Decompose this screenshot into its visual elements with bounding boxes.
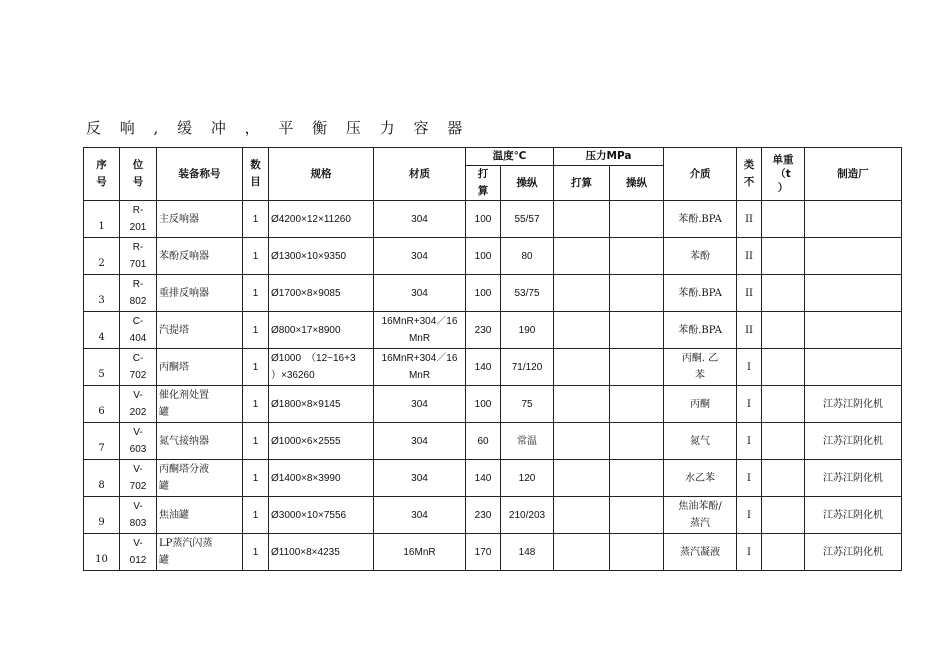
equipment-table: [83, 147, 902, 571]
cell-medium: 苯酚.BPA: [664, 312, 737, 349]
header-temp-design: 打 算: [466, 166, 501, 201]
cell-spec: Ø800×17×8900: [269, 312, 374, 349]
cell-manufacturer: [805, 238, 902, 275]
cell-material: 304: [374, 275, 466, 312]
cell-pressure-design: [554, 534, 610, 571]
cell-material: 304: [374, 497, 466, 534]
cell-temp-design: 100: [466, 201, 501, 238]
cell-pressure-design: [554, 386, 610, 423]
cell-medium: 苯酚.BPA: [664, 201, 737, 238]
cell-unit-weight: [762, 534, 805, 571]
cell-pressure-operating: [610, 238, 664, 275]
cell-seq: 7: [84, 423, 120, 460]
document-title: 反 响 , 缓 冲 ， 平 衡 压 力 容 器: [86, 119, 470, 137]
cell-equipment-name: 丙酮塔: [157, 349, 243, 386]
cell-pressure-design: [554, 349, 610, 386]
header-position: 位 号: [120, 148, 157, 201]
cell-temp-operating: 55/57: [501, 201, 554, 238]
cell-material: 16MnR+304／16 MnR: [374, 349, 466, 386]
table-row: [84, 238, 902, 275]
table-row: [84, 460, 902, 497]
cell-medium: 焦油苯酚/ 蒸汽: [664, 497, 737, 534]
cell-manufacturer: [805, 275, 902, 312]
cell-temp-operating: 71/120: [501, 349, 554, 386]
cell-manufacturer: 江苏江阴化机: [805, 386, 902, 423]
cell-unit-weight: [762, 312, 805, 349]
cell-manufacturer: 江苏江阴化机: [805, 460, 902, 497]
cell-temp-operating: 75: [501, 386, 554, 423]
header-temp-operating: 操纵: [501, 166, 554, 201]
cell-quantity: 1: [243, 460, 269, 497]
cell-temp-design: 100: [466, 386, 501, 423]
cell-pressure-operating: [610, 386, 664, 423]
cell-pressure-design: [554, 497, 610, 534]
cell-quantity: 1: [243, 497, 269, 534]
table-row: [84, 349, 902, 386]
cell-temp-design: 230: [466, 312, 501, 349]
cell-unit-weight: [762, 460, 805, 497]
cell-quantity: 1: [243, 312, 269, 349]
cell-temp-design: 170: [466, 534, 501, 571]
cell-manufacturer: [805, 349, 902, 386]
cell-class: I: [737, 423, 762, 460]
cell-temp-operating: 148: [501, 534, 554, 571]
cell-pressure-design: [554, 312, 610, 349]
cell-quantity: 1: [243, 386, 269, 423]
cell-position: V- 202: [120, 386, 157, 423]
cell-class: I: [737, 460, 762, 497]
cell-spec: Ø1700×8×9085: [269, 275, 374, 312]
cell-equipment-name: 苯酚反响器: [157, 238, 243, 275]
cell-unit-weight: [762, 423, 805, 460]
cell-equipment-name: 重排反响器: [157, 275, 243, 312]
cell-seq: 5: [84, 349, 120, 386]
cell-pressure-design: [554, 423, 610, 460]
cell-material: 304: [374, 238, 466, 275]
cell-seq: 1: [84, 201, 120, 238]
cell-medium: 水乙苯: [664, 460, 737, 497]
cell-medium: 丙酮: [664, 386, 737, 423]
cell-equipment-name: 氮气接纳器: [157, 423, 243, 460]
header-quantity: 数 目: [243, 148, 269, 201]
table-row: [84, 534, 902, 571]
cell-material: 16MnR+304／16 MnR: [374, 312, 466, 349]
cell-pressure-operating: [610, 312, 664, 349]
header-pressure-design: 打算: [554, 166, 610, 201]
cell-spec: Ø1100×8×4235: [269, 534, 374, 571]
cell-pressure-operating: [610, 275, 664, 312]
cell-manufacturer: [805, 312, 902, 349]
header-unit-weight: 单重 （t ）: [762, 148, 805, 201]
cell-seq: 9: [84, 497, 120, 534]
cell-unit-weight: [762, 201, 805, 238]
cell-quantity: 1: [243, 201, 269, 238]
cell-class: II: [737, 201, 762, 238]
table-row: [84, 275, 902, 312]
header-pressure: 压力MPa: [554, 148, 664, 166]
cell-temp-operating: 190: [501, 312, 554, 349]
cell-class: II: [737, 312, 762, 349]
cell-pressure-design: [554, 460, 610, 497]
cell-spec: Ø1400×8×3990: [269, 460, 374, 497]
cell-medium: 氮气: [664, 423, 737, 460]
cell-pressure-design: [554, 201, 610, 238]
cell-spec: Ø4200×12×11260: [269, 201, 374, 238]
cell-pressure-design: [554, 238, 610, 275]
cell-temp-design: 60: [466, 423, 501, 460]
cell-unit-weight: [762, 275, 805, 312]
header-material: 材质: [374, 148, 466, 201]
header-pressure-operating: 操纵: [610, 166, 664, 201]
cell-position: C- 404: [120, 312, 157, 349]
cell-manufacturer: 江苏江阴化机: [805, 423, 902, 460]
cell-class: I: [737, 386, 762, 423]
cell-temp-design: 100: [466, 238, 501, 275]
cell-class: I: [737, 497, 762, 534]
cell-pressure-operating: [610, 349, 664, 386]
cell-temp-design: 140: [466, 349, 501, 386]
table-row: [84, 312, 902, 349]
cell-seq: 8: [84, 460, 120, 497]
cell-pressure-operating: [610, 201, 664, 238]
cell-spec: Ø1000 （12~16+3 ）×36260: [269, 349, 374, 386]
cell-spec: Ø1300×10×9350: [269, 238, 374, 275]
cell-equipment-name: 焦油罐: [157, 497, 243, 534]
table-row: [84, 386, 902, 423]
cell-position: V- 803: [120, 497, 157, 534]
cell-quantity: 1: [243, 238, 269, 275]
cell-seq: 3: [84, 275, 120, 312]
cell-medium: 蒸汽凝液: [664, 534, 737, 571]
cell-seq: 4: [84, 312, 120, 349]
cell-spec: Ø1000×6×2555: [269, 423, 374, 460]
cell-seq: 6: [84, 386, 120, 423]
cell-temp-operating: 常温: [501, 423, 554, 460]
header-temperature: 温度℃: [466, 148, 554, 166]
cell-pressure-operating: [610, 534, 664, 571]
cell-manufacturer: 江苏江阴化机: [805, 534, 902, 571]
header-manufacturer: 制造厂: [805, 148, 902, 201]
cell-position: V- 702: [120, 460, 157, 497]
cell-equipment-name: 丙酮塔分液 罐: [157, 460, 243, 497]
cell-position: C- 702: [120, 349, 157, 386]
cell-equipment-name: 催化剂处置 罐: [157, 386, 243, 423]
cell-quantity: 1: [243, 534, 269, 571]
cell-material: 304: [374, 201, 466, 238]
cell-temp-operating: 53/75: [501, 275, 554, 312]
cell-position: R- 701: [120, 238, 157, 275]
cell-material: 304: [374, 386, 466, 423]
cell-medium: 苯酚: [664, 238, 737, 275]
cell-temp-operating: 80: [501, 238, 554, 275]
cell-material: 16MnR: [374, 534, 466, 571]
cell-temp-operating: 210/203: [501, 497, 554, 534]
cell-position: V- 012: [120, 534, 157, 571]
cell-quantity: 1: [243, 275, 269, 312]
cell-quantity: 1: [243, 423, 269, 460]
cell-temp-design: 140: [466, 460, 501, 497]
cell-unit-weight: [762, 238, 805, 275]
cell-unit-weight: [762, 386, 805, 423]
table-row: [84, 423, 902, 460]
cell-class: I: [737, 349, 762, 386]
cell-manufacturer: 江苏江阴化机: [805, 497, 902, 534]
table-header-row: [84, 148, 902, 166]
cell-class: II: [737, 238, 762, 275]
cell-material: 304: [374, 460, 466, 497]
cell-pressure-design: [554, 275, 610, 312]
cell-material: 304: [374, 423, 466, 460]
cell-class: I: [737, 534, 762, 571]
cell-medium: 苯酚.BPA: [664, 275, 737, 312]
cell-position: R- 802: [120, 275, 157, 312]
header-medium: 介质: [664, 148, 737, 201]
header-spec: 规格: [269, 148, 374, 201]
cell-pressure-operating: [610, 497, 664, 534]
cell-temp-design: 100: [466, 275, 501, 312]
cell-position: R- 201: [120, 201, 157, 238]
header-equipment-name: 装备称号: [157, 148, 243, 201]
cell-manufacturer: [805, 201, 902, 238]
cell-medium: 丙酮. 乙 苯: [664, 349, 737, 386]
cell-quantity: 1: [243, 349, 269, 386]
cell-equipment-name: 主反响器: [157, 201, 243, 238]
cell-unit-weight: [762, 349, 805, 386]
header-seq: 序 号: [84, 148, 120, 201]
table-row: [84, 201, 902, 238]
cell-seq: 2: [84, 238, 120, 275]
cell-spec: Ø1800×8×9145: [269, 386, 374, 423]
cell-pressure-operating: [610, 423, 664, 460]
cell-unit-weight: [762, 497, 805, 534]
cell-equipment-name: LP蒸汽闪蒸 罐: [157, 534, 243, 571]
cell-pressure-operating: [610, 460, 664, 497]
cell-equipment-name: 汽提塔: [157, 312, 243, 349]
cell-seq: 10: [84, 534, 120, 571]
cell-temp-operating: 120: [501, 460, 554, 497]
cell-position: V- 603: [120, 423, 157, 460]
cell-temp-design: 230: [466, 497, 501, 534]
cell-spec: Ø3000×10×7556: [269, 497, 374, 534]
header-class: 类 不: [737, 148, 762, 201]
cell-class: II: [737, 275, 762, 312]
table-row: [84, 497, 902, 534]
